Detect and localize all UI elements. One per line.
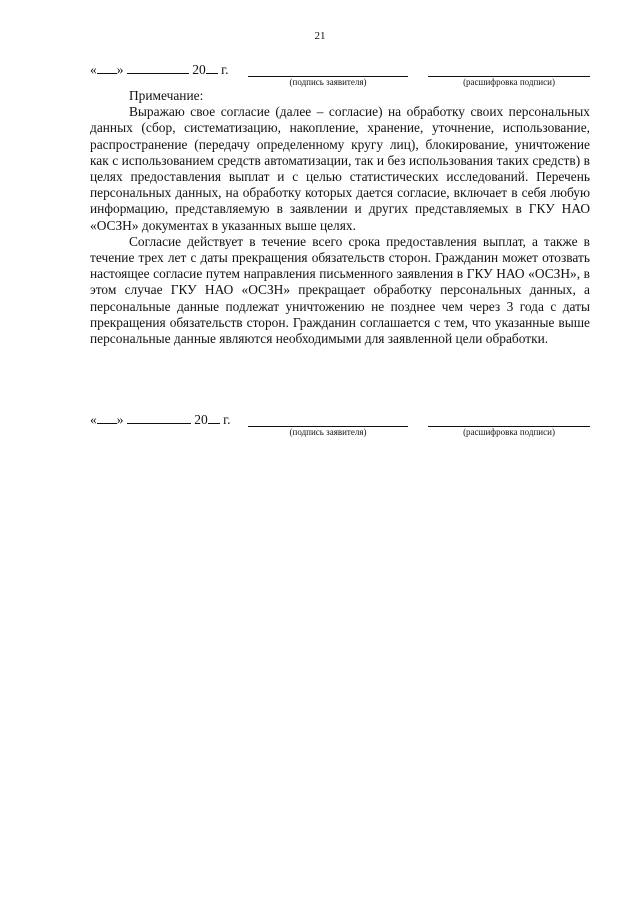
applicant-signature-caption: (подпись заявителя) [289, 427, 367, 437]
signature-transcript-caption: (расшифровка подписи) [463, 77, 555, 87]
day-blank [97, 62, 117, 74]
date-field [90, 412, 231, 428]
signature-transcript-caption: (расшифровка подписи) [463, 427, 555, 437]
quote-open: « [90, 412, 97, 427]
page-number: 21 [314, 30, 326, 42]
year-blank [206, 62, 218, 74]
month-blank [127, 62, 189, 74]
year-prefix: 20 [194, 412, 208, 427]
year-suffix: г. [217, 62, 229, 77]
quote-open: « [90, 62, 97, 77]
consent-text [90, 88, 590, 347]
note-label: Примечание: [129, 88, 204, 103]
month-blank [127, 412, 191, 424]
day-blank [97, 412, 117, 424]
validity-paragraph: Согласие действует в течение всего срока предоставления выплат, а также в течение трех лет с даты прекращения обязательств сторон. Гражданин может отозвать настоящее согласие путем направления письменного заявления в ГКУ НАО «ОСЗН», в этом случае ГКУ НАО «ОСЗН» прекращает обработку персональных данных, а персональные данные подлежат уничтожению не позднее чем через 3 года с даты прекращения обязательств сторон. Гражданин соглашается с тем, что указанные выше персональные данные являются необходимыми для заявленной цели обработки. [90, 233, 590, 347]
quote-close: » [116, 412, 124, 427]
quote-close: » [116, 62, 124, 77]
date-field [90, 62, 229, 78]
applicant-signature-caption: (подпись заявителя) [289, 77, 367, 87]
year-suffix: г. [219, 412, 231, 427]
year-blank [208, 412, 220, 424]
year-prefix: 20 [192, 62, 206, 77]
consent-paragraph: Выражаю свое согласие (далее – согласие) на обработку своих персональных данных (сбор, систематизацию, накопление, хранение, уточнение, использование, распространение (передачу определенному кругу лиц), блокирование, уничтожение как с использованием средств автоматизации, так и без использования таких средств) в целях предоставления выплат и с целью статистических исследований. Перечень персональных данных, на обработку которых дается согласие, включает в себя любую информацию, представляемую в заявлении и других представляемых в ГКУ НАО «ОСЗН» документах в указанных выше целях. [90, 104, 590, 233]
signature-row-bottom [90, 412, 600, 442]
